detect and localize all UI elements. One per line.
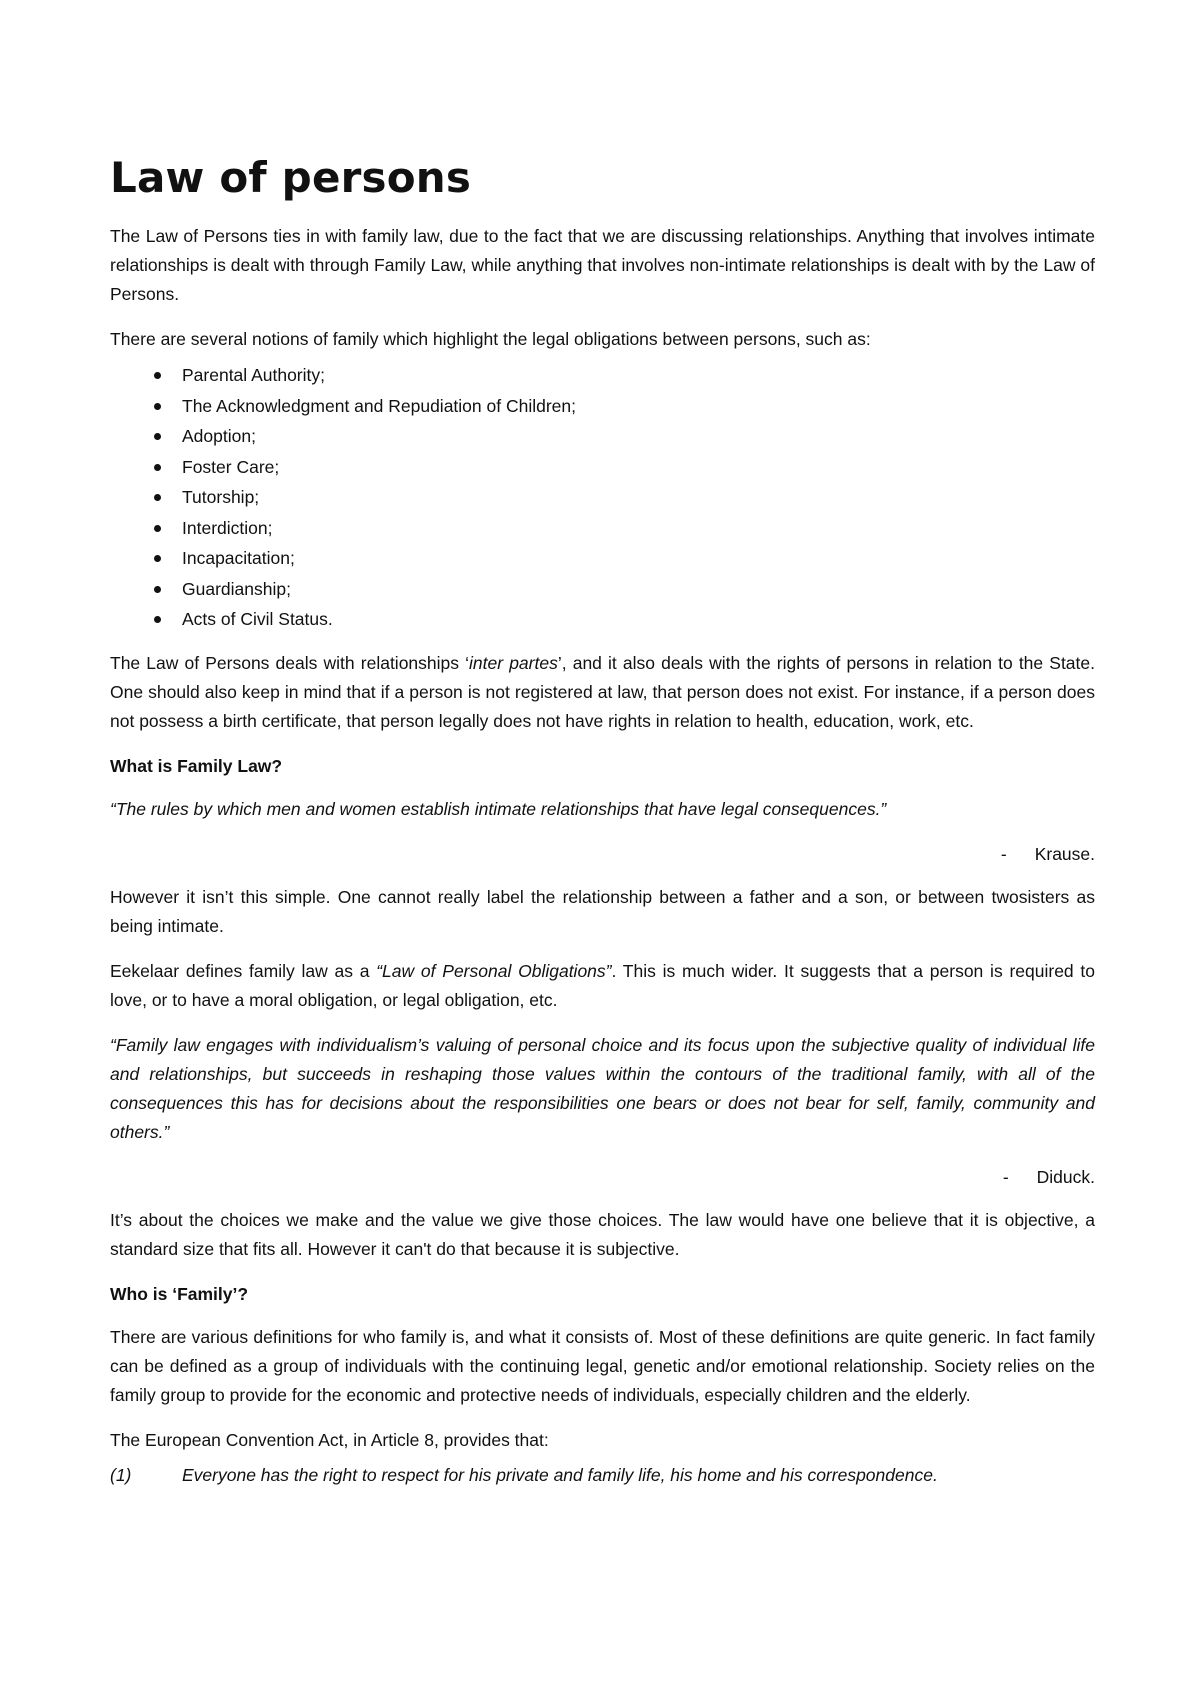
eekelaar-paragraph: [110, 957, 1095, 1015]
heading-who-is-family: Who is ‘Family’?: [110, 1283, 249, 1304]
bullet-icon: [154, 403, 161, 410]
list-item: [110, 543, 1095, 574]
notions-lead-paragraph: There are several notions of family which highlight the legal obligations between persons, such as:: [110, 329, 871, 349]
eekelaar-after: . This is much wider. It suggests that a person is required to love, or to have a moral obligation, or legal obligation, etc.: [110, 960, 1096, 1010]
list-item: [110, 513, 1095, 544]
bullet-icon: [154, 586, 161, 593]
attribution-diduck: [110, 1163, 1095, 1192]
list-item: [110, 391, 1095, 422]
list-item: [110, 482, 1095, 513]
inter-partes-italic: inter partes: [469, 652, 558, 673]
list-item: [110, 574, 1095, 605]
however-paragraph: However it isn’t this simple. One cannot really label the relationship between a father and a son, or between twosisters as being intimate.: [110, 886, 1095, 936]
bullet-icon: [154, 525, 161, 532]
attribution-name: Diduck.: [1036, 1166, 1095, 1187]
inter-partes-paragraph: [110, 649, 1095, 736]
list-item: [110, 421, 1095, 452]
bullet-icon: [154, 555, 161, 562]
article-number: (1): [110, 1464, 132, 1485]
list-item: [110, 604, 1095, 635]
bullet-icon: [154, 464, 161, 471]
notions-list: [110, 360, 1095, 635]
eekelaar-before: Eekelaar defines family law as a: [110, 960, 377, 981]
attribution-krause: [110, 840, 1095, 869]
bullet-icon: [154, 494, 161, 501]
attribution-name: Krause.: [1034, 843, 1095, 864]
list-item-label: Interdiction;: [182, 517, 273, 538]
document-page: [110, 150, 1095, 1490]
attribution-dash: -: [1000, 843, 1007, 864]
page-title: Law of persons: [110, 153, 472, 202]
list-item: [110, 452, 1095, 483]
convention-lead-paragraph: The European Convention Act, in Article 8, provides that:: [110, 1429, 549, 1450]
list-item-label: Incapacitation;: [182, 548, 295, 568]
list-item-label: Parental Authority;: [182, 365, 325, 385]
quote-krause: “The rules by which men and women establish intimate relationships that have legal consequences.”: [110, 798, 887, 819]
list-item-label: Guardianship;: [182, 578, 291, 599]
bullet-icon: [154, 616, 161, 623]
quote-diduck: “Family law engages with individualism’s valuing of personal choice and its focus upon the subjective quality of individual life and relationships, but succeeds in reshaping those values within the contours of the traditional family, with all of the consequences this has for decisions about the responsibilities one bears or does not bear for self, family, community and others.”: [110, 1034, 1095, 1142]
list-item-label: Tutorship;: [182, 487, 260, 507]
list-item-label: Foster Care;: [182, 456, 280, 477]
list-item: [110, 360, 1095, 391]
inter-partes-after: ’, and it also deals with the rights of persons in relation to the State. One should also keep in mind that if a person is not registered at law, that person does not exist. For instance, if a person does not possess a birth certificate, that person legally does not have rights in relation to health, education, work, etc.: [110, 652, 1095, 731]
bullet-icon: [154, 433, 161, 440]
attribution-dash: -: [1002, 1166, 1009, 1187]
list-item-label: Adoption;: [182, 426, 256, 446]
eekelaar-italic: “Law of Personal Obligations”: [376, 960, 612, 981]
list-item-label: Acts of Civil Status.: [182, 609, 333, 629]
article-8-item: [110, 1461, 1095, 1490]
definitions-paragraph: There are various definitions for who family is, and what it consists of. Most of these definitions are quite generic. In fact family can be defined as a group of individuals with the continuing legal, genetic and/or emotional relationship. Society relies on the family group to provide for the economic and protective needs of individuals, especially children and the elderly.: [110, 1326, 1095, 1405]
heading-family-law: What is Family Law?: [110, 755, 283, 776]
bullet-icon: [154, 372, 161, 379]
list-item-label: The Acknowledgment and Repudiation of Children;: [182, 395, 576, 416]
inter-partes-before: The Law of Persons deals with relationships ‘: [110, 652, 470, 673]
intro-paragraph: The Law of Persons ties in with family law, due to the fact that we are discussing relationships. Anything that involves intimate relationships is dealt with through Family Law, while anything that involves non-intimate relationships is dealt with by the Law of Persons.: [110, 226, 1095, 304]
choices-paragraph: It’s about the choices we make and the value we give those choices. The law would have one believe that it is objective, a standard size that fits all. However it can't do that because it is subjective.: [110, 1209, 1095, 1259]
article-text: Everyone has the right to respect for his private and family life, his home and his correspondence.: [182, 1464, 938, 1485]
